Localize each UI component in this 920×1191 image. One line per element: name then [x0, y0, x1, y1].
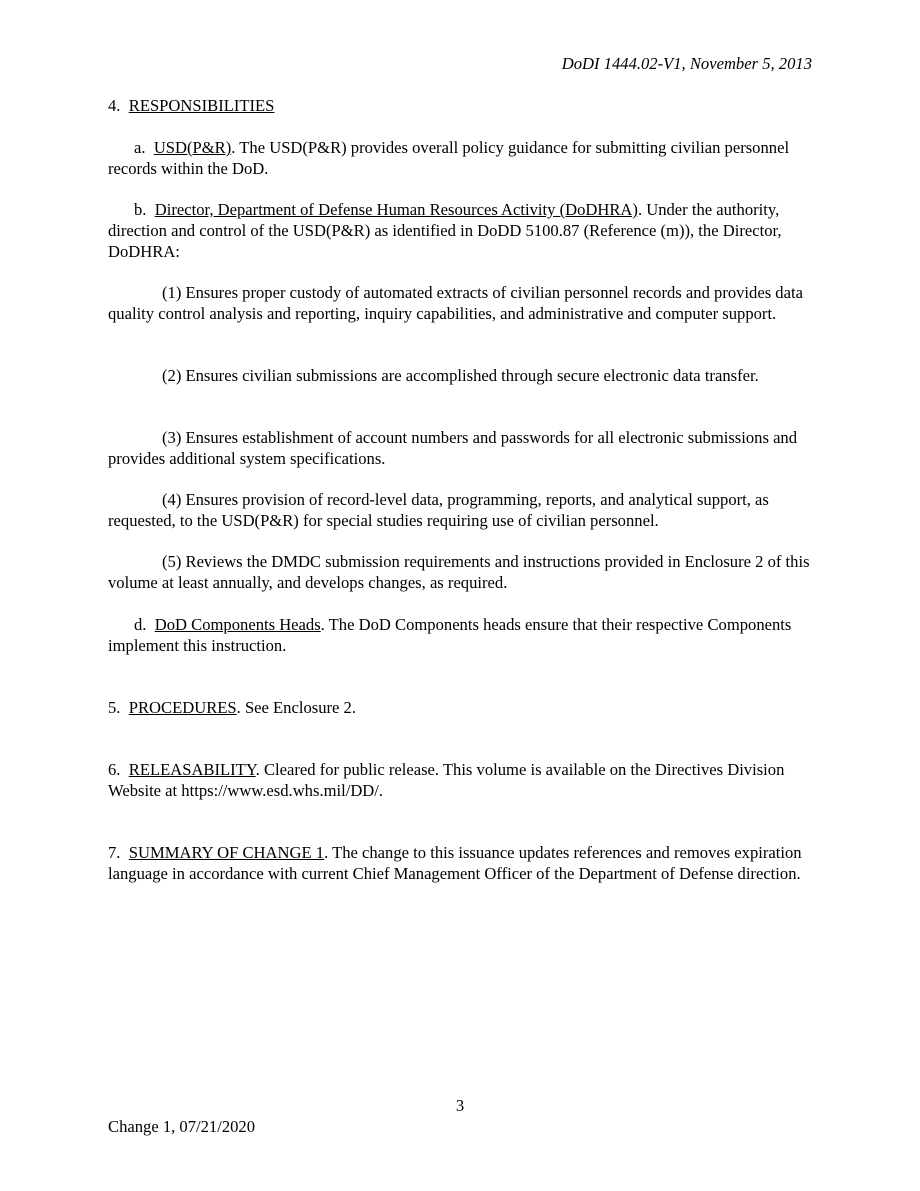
paragraph-marker: d.: [134, 615, 147, 634]
paragraph-4a: [108, 138, 813, 180]
paragraph-4d: [108, 615, 813, 657]
section-text: . See Enclosure 2.: [236, 698, 356, 717]
list-item: (1) Ensures proper custody of automated extracts of civilian personnel records and provides data quality control analysis and reporting, inquiry capabilities, and administrative and computer support.: [108, 283, 803, 323]
section-text: . The change to this issuance updates references and removes expiration language in accordance with current Chief Management Officer of the Department of Defense direction.: [108, 843, 802, 883]
section-number: 4.: [108, 96, 121, 115]
section-number: 7.: [108, 843, 121, 862]
footer-change-note: Change 1, 07/21/2020: [108, 1117, 256, 1136]
section-text: . Cleared for public release. This volume is available on the Directives Division Website at https://www.esd.whs.mil/DD/.: [108, 760, 785, 800]
section-6: [108, 760, 813, 802]
paragraph-4b: [108, 200, 813, 262]
section-number: 5.: [108, 698, 121, 717]
page-number: 3: [455, 1096, 465, 1115]
paragraph-text: . The USD(P&R) provides overall policy guidance for submitting civilian personnel records within the DoD.: [108, 138, 790, 178]
paragraph-marker: b.: [134, 200, 147, 219]
paragraph-term: Director, Department of Defense Human Resources Activity (DoDHRA): [154, 200, 638, 219]
paragraph-text: . Under the authority, direction and control of the USD(P&R) as identified in DoDD 5100.87 (Reference (m)), the Director, DoDHRA:: [108, 200, 782, 261]
list-item: (3) Ensures establishment of account numbers and passwords for all electronic submissions and provides additional system specifications.: [108, 428, 798, 468]
section-5: [108, 698, 813, 719]
document-header: DoDI 1444.02-V1, November 5, 2013: [561, 54, 812, 73]
paragraph-marker: a.: [134, 138, 146, 157]
paragraph-term: DoD Components Heads: [154, 615, 321, 634]
list-item: (4) Ensures provision of record-level data, programming, reports, and analytical support, as requested, to the USD(P&R) for special studies requiring use of civilian personnel.: [108, 490, 769, 530]
section-7: [108, 843, 813, 885]
section-title: RESPONSIBILITIES: [128, 96, 275, 115]
section-title: SUMMARY OF CHANGE 1: [128, 843, 325, 862]
section-4-heading: [108, 96, 813, 117]
section-title: RELEASABILITY: [128, 760, 256, 779]
list-item: (5) Reviews the DMDC submission requirements and instructions provided in Enclosure 2 of this volume at least annually, and develops changes, as required.: [108, 552, 810, 592]
section-number: 6.: [108, 760, 121, 779]
section-title: PROCEDURES: [128, 698, 237, 717]
paragraph-term: USD(P&R): [153, 138, 232, 157]
list-item: (2) Ensures civilian submissions are accomplished through secure electronic data transfer.: [162, 366, 759, 385]
paragraph-text: . The DoD Components heads ensure that their respective Components implement this instruction.: [108, 615, 792, 655]
